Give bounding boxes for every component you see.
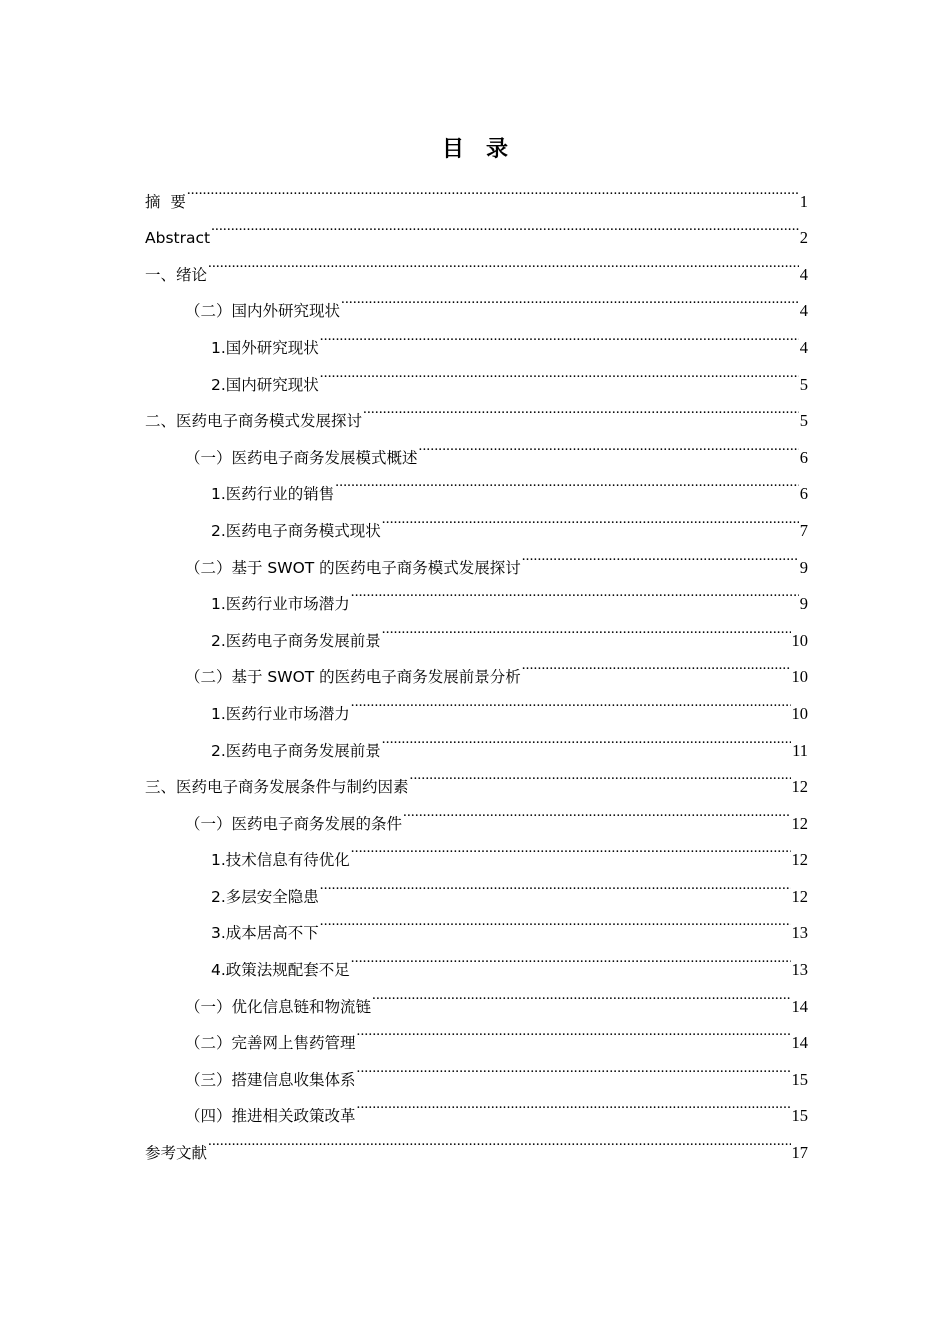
toc-entry-title: （四）推进相关政策改革 [185, 1107, 356, 1126]
toc-page-number: 9 [799, 557, 808, 577]
toc-page-number: 10 [791, 667, 808, 687]
toc-entry-title: 1.国外研究现状 [211, 338, 319, 357]
toc-dot-leader [522, 646, 791, 683]
toc-page-number: 2 [799, 228, 808, 248]
toc-dot-leader [341, 280, 799, 317]
toc-dot-leader [403, 792, 790, 829]
toc-dot-leader [320, 316, 799, 353]
toc-entry-title: （一）优化信息链和物流链 [185, 997, 372, 1016]
toc-entry-title: 2.国内研究现状 [211, 375, 319, 394]
toc-title-char: 录 [486, 137, 509, 162]
toc-dot-leader [211, 207, 799, 244]
toc-entry-title: （二）完善网上售药管理 [185, 1034, 356, 1053]
toc-entry-title: 二、医药电子商务模式发展探讨 [145, 412, 363, 431]
toc-title-char: 目 [441, 137, 464, 162]
toc-dot-leader [382, 719, 791, 756]
toc-entry-title: 4.政策法规配套不足 [211, 961, 350, 980]
toc-page-number: 12 [791, 850, 808, 870]
toc-page-number: 14 [791, 996, 808, 1016]
toc-page-number: 15 [791, 1069, 808, 1089]
toc-dot-leader [351, 573, 799, 610]
toc-page-number: 14 [791, 1033, 808, 1053]
toc-entry-title: 2.医药电子商务发展前景 [211, 741, 381, 760]
toc-page-number: 12 [791, 777, 808, 797]
toc-page-number: 5 [799, 374, 808, 394]
toc-page-number: 7 [799, 520, 808, 540]
toc-entry-title: 摘 要 [145, 192, 186, 211]
toc-entry-title: （一）医药电子商务发展的条件 [185, 814, 403, 833]
toc-entry-title: （二）国内外研究现状 [185, 302, 341, 321]
toc-dot-leader [335, 463, 798, 500]
toc-page-number: 4 [799, 301, 808, 321]
toc-page-number: 11 [792, 740, 808, 760]
toc-dot-leader [357, 1085, 791, 1122]
toc-dot-leader [357, 1012, 791, 1049]
toc-title [0, 134, 950, 166]
toc-page-number: 10 [791, 630, 808, 650]
toc-dot-leader [357, 1048, 791, 1085]
toc-page-number: 4 [799, 337, 808, 357]
toc-entry-title: （二）基于 SWOT 的医药电子商务发展前景分析 [185, 668, 521, 687]
toc-entry[interactable] [145, 170, 808, 211]
toc-page-number: 12 [791, 813, 808, 833]
toc-page-number: 10 [791, 703, 808, 723]
toc-dot-leader [372, 975, 790, 1012]
toc-entry[interactable] [145, 280, 808, 321]
toc-dot-leader [351, 938, 791, 975]
toc-dot-leader [320, 865, 791, 902]
toc-page-number: 17 [791, 1143, 808, 1163]
toc-page-number: 13 [791, 960, 808, 980]
toc-dot-leader [419, 426, 799, 463]
toc-page-number: 6 [799, 484, 808, 504]
toc-page-number: 1 [799, 191, 808, 211]
toc-dot-leader [208, 243, 799, 280]
toc-page-number: 15 [791, 1106, 808, 1126]
toc-dot-leader [320, 902, 791, 939]
toc-page-number: 6 [799, 447, 808, 467]
toc-entry-title: （一）医药电子商务发展模式概述 [185, 448, 418, 467]
toc-entry-title: 1.医药行业的销售 [211, 485, 335, 504]
toc-dot-leader [410, 756, 791, 793]
toc-page-number: 9 [799, 594, 808, 614]
toc-entry-title: 参考文献 [145, 1144, 208, 1163]
toc-dot-leader [351, 682, 791, 719]
toc-dot-leader [363, 390, 799, 427]
toc-entry-title: 3.成本居高不下 [211, 924, 319, 943]
toc-entry-title: 一、绪论 [145, 265, 208, 284]
toc-entry-title: 2.医药电子商务发展前景 [211, 631, 381, 650]
toc-dot-leader [320, 353, 799, 390]
toc-entry-title: 1.医药行业市场潜力 [211, 595, 350, 614]
toc-dot-leader [187, 170, 799, 207]
toc-page-number: 5 [799, 411, 808, 431]
toc-dot-leader [208, 1121, 790, 1158]
toc-list [145, 170, 808, 1163]
toc-entry-title: 2.多层安全隐患 [211, 887, 319, 906]
toc-entry[interactable] [145, 243, 808, 284]
toc-entry-title: Abstract [145, 229, 211, 248]
toc-entry-title: 1.医药行业市场潜力 [211, 704, 350, 723]
toc-entry[interactable] [145, 207, 808, 248]
toc-dot-leader [382, 609, 791, 646]
toc-dot-leader [522, 536, 799, 573]
toc-entry-title: 1.技术信息有待优化 [211, 851, 350, 870]
toc-entry-title: （二）基于 SWOT 的医药电子商务模式发展探讨 [185, 558, 521, 577]
toc-entry-title: 2.医药电子商务模式现状 [211, 521, 381, 540]
toc-page-number: 13 [791, 923, 808, 943]
toc-entry[interactable] [145, 1121, 808, 1163]
toc-dot-leader [382, 499, 799, 536]
toc-page-number: 12 [791, 886, 808, 906]
toc-dot-leader [351, 829, 791, 866]
toc-entry-title: 三、医药电子商务发展条件与制约因素 [145, 778, 409, 797]
toc-entry-title: （三）搭建信息收集体系 [185, 1070, 356, 1089]
toc-page-number: 4 [799, 264, 808, 284]
